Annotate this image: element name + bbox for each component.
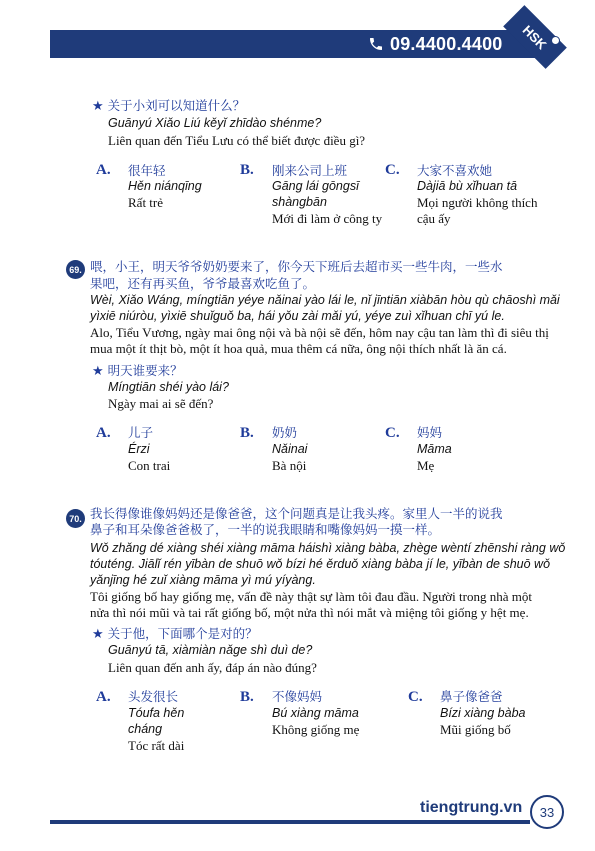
- q70-option-b-py: Bú xiàng māma: [272, 706, 359, 720]
- q70-question-zh: 关于他，下面哪个是对的？: [107, 626, 258, 641]
- star-icon: ★: [92, 363, 104, 378]
- q68-option-a-zh: 很年轻: [128, 163, 166, 178]
- q68-question-py: Guānyú Xiǎo Liú kěyǐ zhīdào shénme?: [108, 116, 322, 130]
- q69-option-b-py: Nǎinai: [272, 442, 308, 456]
- q68-option-a-py: Hěn niánqīng: [128, 179, 202, 193]
- star-icon: ★: [92, 98, 104, 113]
- q69-passage-vi-1: Alo, Tiểu Vương, ngày mai ông nội và bà nội sẽ đến, hôm nay cậu tan làm thì đi siêu thị: [90, 325, 549, 340]
- q69-passage-zh-2: 果吧，还有再买鱼，爷爷最喜欢吃鱼了。: [90, 276, 316, 291]
- q70-passage-zh-2: 鼻子和耳朵像爸爸极了，一半的说我眼睛和嘴像妈妈一摸一样。: [90, 522, 441, 537]
- q70-passage-zh-1: 我长得像谁像妈妈还是像爸爸，这个问题真是让我头疼。家里人一半的说我: [90, 506, 503, 521]
- q69-number-badge: 69.: [66, 260, 85, 279]
- q68-option-c-vi2: cậu ấy: [417, 211, 451, 226]
- q69-option-c-letter: C.: [385, 425, 400, 441]
- q69-question-zh: 明天谁要来？: [107, 363, 183, 378]
- q70-option-c-py: Bízi xiàng bàba: [440, 706, 526, 720]
- page-number: 33: [530, 795, 564, 829]
- hsk-label: HSK: [519, 21, 551, 53]
- star-icon: ★: [92, 626, 104, 641]
- q70-option-b-vi: Không giống mẹ: [272, 722, 360, 737]
- q69-option-a-letter: A.: [96, 425, 111, 441]
- q69-option-b-zh: 奶奶: [272, 425, 298, 440]
- q68-option-c-py: Dàjiā bù xǐhuan tā: [417, 179, 518, 193]
- q68-option-b-py2: shàngbān: [272, 195, 327, 209]
- q70-passage-py-2: tóuténg. Jiālǐ rén yībàn de shuō wǒ bízi hé ěrduǒ xiàng bàba jí le, yībàn de shuō wǒ: [90, 557, 551, 571]
- q69-option-a-py: Érzi: [128, 442, 150, 456]
- q70-passage-py-1: Wǒ zhǎng dé xiàng shéi xiàng māma háishì xiàng bàba, zhège wèntí zhēnshi ràng wǒ: [90, 541, 566, 555]
- q69-passage-py-1: Wèi, Xiǎo Wáng, míngtiān yéye nǎinai yào lái le, nǐ jīntiān xiàbān hòu qù chāoshì mǎi: [90, 293, 560, 307]
- q69-option-c-vi: Mẹ: [417, 458, 435, 473]
- q70-option-c-letter: C.: [408, 689, 423, 705]
- q70-option-a-vi: Tóc rất dài: [128, 738, 185, 753]
- q70-option-a-py1: Tóufa hěn: [128, 706, 185, 720]
- q69-question-vi: Ngày mai ai sẽ đến?: [108, 396, 214, 411]
- q70-number-badge: 70.: [66, 509, 85, 528]
- q68-option-b-vi: Mới đi làm ở công ty: [272, 211, 383, 226]
- q68-option-a-vi: Rất trẻ: [128, 195, 164, 210]
- q69-option-a-zh: 儿子: [128, 425, 154, 440]
- q69-question-py: Míngtiān shéi yào lái?: [108, 380, 229, 394]
- q70-question-vi: Liên quan đến anh ấy, đáp án nào đúng?: [108, 660, 317, 675]
- q69-passage-py-2: yìxiē niúròu, yìxiē shuǐguǒ ba, hái yǒu zài mǎi yú, yéye zuì xǐhuan chī yú le.: [90, 309, 505, 323]
- phone-text: 09.4400.4400: [390, 34, 503, 54]
- q70-question-zh-line: [92, 626, 258, 641]
- q68-option-c-zh: 大家不喜欢她: [417, 163, 493, 178]
- q68-option-b-letter: B.: [240, 162, 254, 178]
- q68-option-b-py1: Gāng lái gōngsī: [272, 179, 359, 193]
- q70-option-b-zh: 不像妈妈: [272, 689, 323, 704]
- q69-passage-zh-1: 喂，小王，明天爷爷奶奶要来了，你今天下班后去超市买一些牛肉，一些水: [90, 259, 503, 274]
- footer-site: tiengtrung.vn: [420, 799, 523, 816]
- q69-passage-vi-2: mua một ít thịt bò, một ít hoa quả, mua thêm cá nữa, ông nội thích nhất là ăn cá.: [90, 341, 507, 356]
- tab-dot: [551, 36, 560, 45]
- q68-question-zh: 关于小刘可以知道什么？: [107, 98, 246, 113]
- q69-question-zh-line: [92, 363, 183, 378]
- q70-passage-vi-1: Tôi giống bố hay giống mẹ, vấn đề này thật sự làm tôi đau đầu. Người trong nhà một: [90, 589, 532, 604]
- phone-number: [368, 34, 503, 55]
- q70-passage-py-3: yǎnjīng hé zuǐ xiàng māma yì mú yíyàng.: [90, 573, 316, 587]
- q68-option-b-zh: 刚来公司上班: [272, 163, 348, 178]
- q69-option-b-letter: B.: [240, 425, 254, 441]
- q70-option-a-py2: cháng: [128, 722, 163, 736]
- q70-question-py: Guānyú tā, xiàmiàn nǎge shì duì de?: [108, 643, 313, 657]
- q70-passage-vi-2: nửa thì nói mũi và tai rất giống bố, một nửa thì nói mắt và miệng tôi giống y hệt mẹ.: [90, 605, 529, 620]
- q70-option-b-letter: B.: [240, 689, 254, 705]
- q69-option-b-vi: Bà nội: [272, 458, 307, 473]
- q70-option-a-zh: 头发很长: [128, 689, 179, 704]
- phone-icon: [368, 36, 384, 52]
- q70-option-c-zh: 鼻子像爸爸: [440, 689, 503, 704]
- q69-option-c-zh: 妈妈: [417, 425, 443, 440]
- q70-option-a-letter: A.: [96, 689, 111, 705]
- q68-option-c-vi1: Mọi người không thích: [417, 195, 538, 210]
- q68-option-a-letter: A.: [96, 162, 111, 178]
- footer-rule: [50, 820, 530, 824]
- q69-option-a-vi: Con trai: [128, 458, 171, 473]
- q68-question-zh-line: [92, 98, 245, 113]
- q68-question-vi: Liên quan đến Tiểu Lưu có thể biết được điều gì?: [108, 133, 366, 148]
- q68-option-c-letter: C.: [385, 162, 400, 178]
- q70-option-c-vi: Mũi giống bố: [440, 722, 511, 737]
- q69-option-c-py: Māma: [417, 442, 452, 456]
